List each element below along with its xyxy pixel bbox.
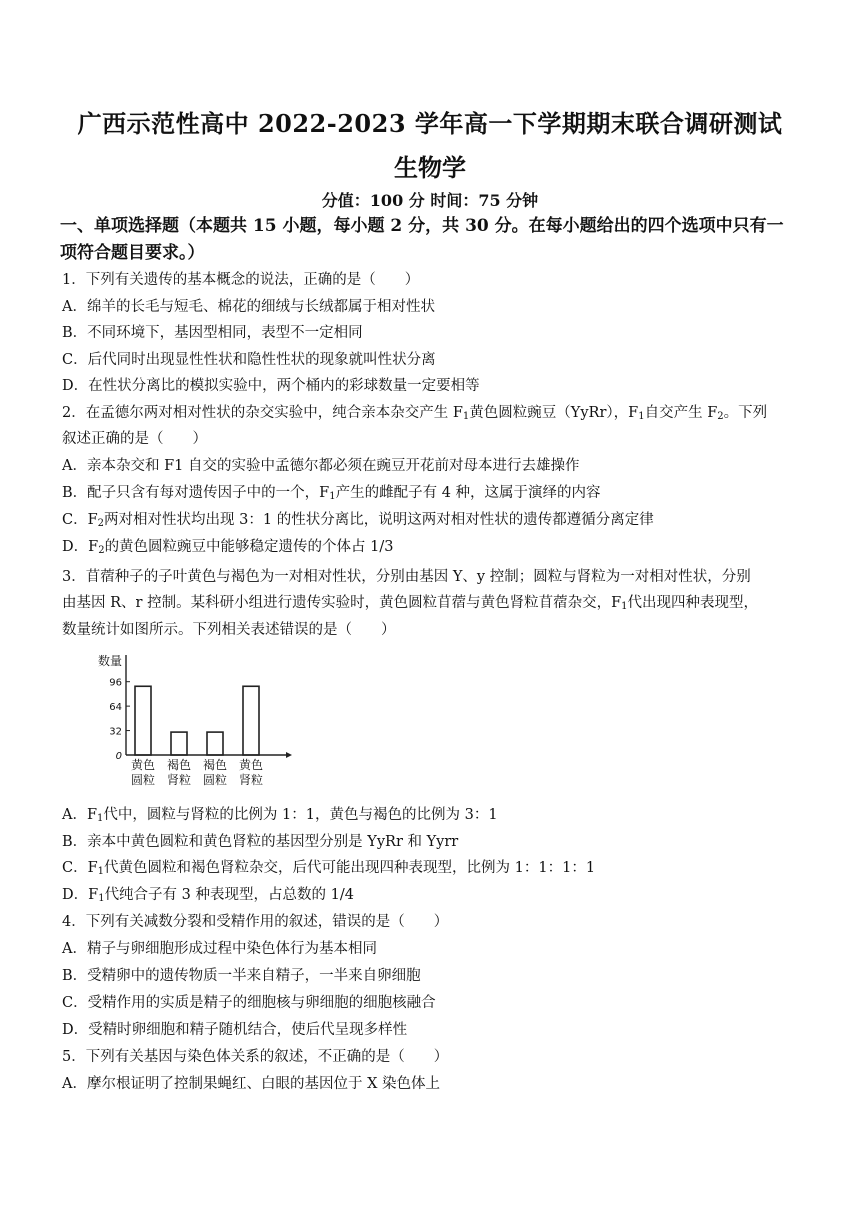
y-tick-label: 0 (115, 751, 122, 762)
q4-option-a: A．精子与卵细胞形成过程中染色体行为基本相同 (62, 941, 377, 957)
q5-option-a: A．摩尔根证明了控制果蝇红、白眼的基因位于 X 染色体上 (62, 1076, 441, 1092)
q2-option-d-part: 的黄色圆粒豌豆中能够稳定遗传的个体占 1/3 (104, 539, 394, 555)
q3-option-a-part: 代中，圆粒与肾粒的比例为 1：1，黄色与褐色的比例为 3：1 (103, 807, 498, 823)
q1-stem: 1．下列有关遗传的基本概念的说法，正确的是（ ） (62, 272, 420, 288)
section-heading-line1: 一、单项选择题（本题共 15 小题，每小题 2 分，共 30 分。在每小题给出的四个选项中只有一 (60, 216, 784, 236)
q3-option-a-part: A．F (62, 807, 98, 823)
x-axis-arrow (286, 752, 292, 758)
q3-stem-sub: 1 (621, 601, 628, 612)
q3-stem-line2 (62, 593, 802, 613)
q2-option-c (62, 510, 802, 530)
y-tick-label: 32 (109, 726, 122, 738)
q2-option-d-part: D．F (62, 539, 99, 555)
q1-option-a: A．绵羊的长毛与短毛、棉花的细绒与长绒都属于相对性状 (62, 299, 435, 315)
q3-option-a-sub: 1 (97, 813, 104, 824)
bar (171, 732, 187, 755)
q4-option-d: D．受精时卵细胞和精子随机结合，使后代呈现多样性 (62, 1022, 408, 1038)
exam-subject: 生物学 (394, 153, 466, 182)
q2-option-a: A．亲本杂交和 F1 自交的实验中孟德尔都必须在豌豆开花前对母本进行去雄操作 (62, 458, 580, 474)
q2-option-c-part: 两对相对性状均出现 3：1 的性状分离比，说明这两对相对性状的遗传都遵循分离定律 (104, 512, 654, 528)
q2-option-c-part: C．F (62, 512, 98, 528)
q2-option-c-sub: 2 (97, 518, 105, 529)
q3-stem-part: 由基因 R、r 控制。某科研小组进行遗传实验时，黄色圆粒苜蓿与黄色肾粒苜蓿杂交，F (62, 595, 622, 611)
q2-option-b-part: 产生的雌配子有 4 种，这属于演绎的内容 (335, 485, 601, 501)
bar (207, 732, 223, 755)
q2-stem-line1 (62, 403, 802, 423)
category-label: 圆粒 (202, 773, 228, 787)
category-label: 黄色 (238, 758, 264, 772)
q2-stem-sub: 2 (717, 411, 724, 422)
q2-stem-part: 自交产生 F (644, 405, 718, 421)
q2-option-b-sub: 1 (329, 491, 336, 502)
q4-stem: 4．下列有关减数分裂和受精作用的叙述，错误的是（ ） (62, 914, 449, 930)
q3-option-c-part: 代黄色圆粒和褐色肾粒杂交，后代可能出现四种表现型，比例为 1：1：1：1 (104, 860, 596, 876)
category-label: 褐色 (202, 758, 228, 772)
q4-option-c: C．受精作用的实质是精子的细胞核与卵细胞的细胞核融合 (62, 995, 436, 1011)
q2-stem-sub: 1 (462, 411, 470, 422)
bar (243, 686, 259, 755)
y-tick-label: 96 (109, 677, 122, 689)
q2-option-d-sub: 2 (98, 545, 105, 556)
q1-option-b: B．不同环境下，基因型相同，表型不一定相同 (62, 325, 363, 341)
section-heading-line2: 项符合题目要求。） (60, 243, 205, 263)
q3-option-d-sub: 1 (98, 893, 105, 904)
q3-option-b: B．亲本中黄色圆粒和黄色肾粒的基因型分别是 YyRr 和 Yyrr (62, 834, 459, 850)
y-tick-label: 64 (109, 702, 122, 714)
q2-stem-line2: 叙述正确的是（ ） (62, 431, 207, 447)
q4-option-b: B．受精卵中的遗传物质一半来自精子，一半来自卵细胞 (62, 968, 421, 984)
bar (135, 686, 151, 755)
q2-option-d (62, 537, 802, 557)
y-axis-label: 数量 (98, 654, 123, 668)
q3-bar-chart (96, 651, 296, 796)
q2-stem-part: 。下列 (723, 405, 768, 421)
q3-stem-part: 代出现四种表现型， (627, 595, 758, 611)
category-label: 肾粒 (238, 773, 264, 787)
q2-option-b-part: B．配子只含有每对遗传因子中的一个，F (62, 485, 330, 501)
category-label: 圆粒 (130, 773, 156, 787)
category-label: 黄色 (130, 758, 156, 772)
q3-option-a (62, 805, 802, 825)
q3-stem-line1: 3．苜蓿种子的子叶黄色与褐色为一对相对性状，分别由基因 Y、y 控制；圆粒与肾粒为一对相对性状，分别 (62, 569, 751, 585)
q3-option-d (62, 885, 802, 905)
q1-option-d: D．在性状分离比的模拟实验中，两个桶内的彩球数量一定要相等 (62, 378, 480, 394)
q3-option-c-sub: 1 (97, 866, 105, 877)
q3-option-d-part: 代纯合子有 3 种表现型，占总数的 1/4 (104, 887, 354, 903)
q3-option-c-part: C．F (62, 860, 98, 876)
q2-option-b (62, 483, 802, 503)
category-label: 肾粒 (166, 773, 192, 787)
q2-stem-part: 黄色圆粒豌豆（YyRr），F (469, 405, 639, 421)
q3-option-c (62, 858, 802, 878)
q1-option-c: C．后代同时出现显性性状和隐性性状的现象就叫性状分离 (62, 352, 436, 368)
q5-stem: 5．下列有关基因与染色体关系的叙述，不正确的是（ ） (62, 1049, 449, 1065)
exam-title: 广西示范性高中 2022-2023 学年高一下学期期末联合调研测试 (77, 109, 783, 138)
q2-stem-sub: 1 (638, 411, 645, 422)
q2-stem-part: 2．在孟德尔两对相对性状的杂交实验中，纯合亲本杂交产生 F (62, 405, 463, 421)
category-label: 褐色 (166, 758, 192, 772)
q3-option-d-part: D．F (62, 887, 99, 903)
q3-stem-line3: 数量统计如图所示。下列相关表述错误的是（ ） (62, 622, 396, 638)
exam-meta: 分值：100 分 时间：75 分钟 (321, 191, 539, 210)
